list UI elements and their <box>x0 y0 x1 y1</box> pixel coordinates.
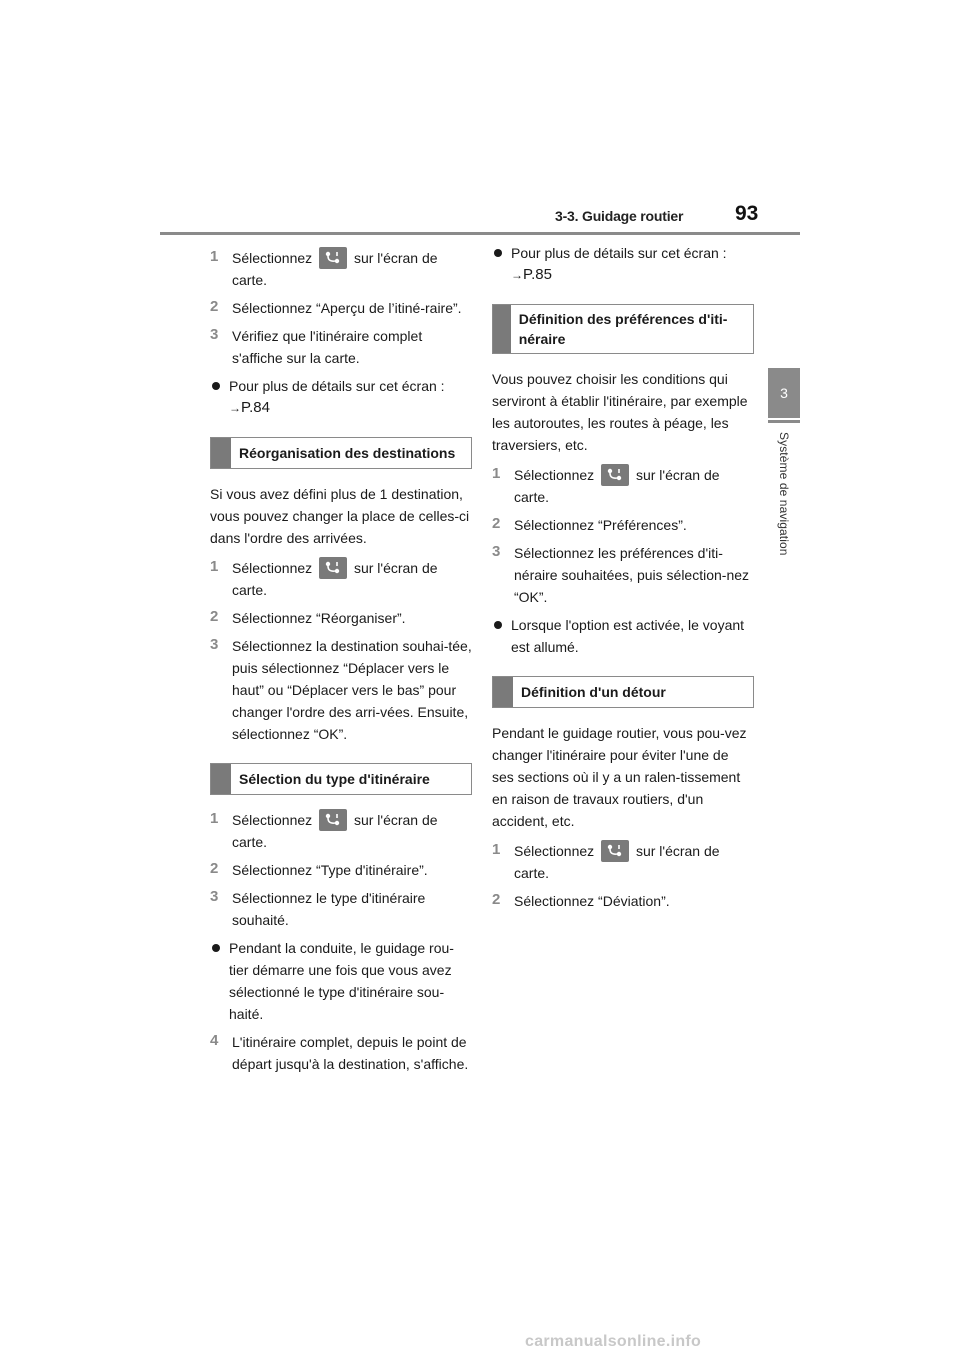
step-item: 1 Sélectionnez sur l'écran de carte. <box>210 810 438 850</box>
step-item: 3 Sélectionnez le type d'itinéraire souhaité. <box>210 888 426 928</box>
section-heading: Réorganisation des destinations <box>210 437 472 469</box>
section-heading-bar <box>493 305 511 353</box>
step-item: 3 Vérifiez que l'itinéraire complet s'affiche sur la carte. <box>210 326 423 366</box>
route-menu-icon <box>319 809 347 831</box>
step-number: 2 <box>210 608 219 625</box>
chapter-number: 3 <box>780 385 788 401</box>
chapter-tab <box>768 368 800 418</box>
section-heading: Définition d'un détour <box>492 676 754 708</box>
step-number: 2 <box>492 891 501 908</box>
bullet-dot <box>494 621 502 629</box>
step-item: 1 Sélectionnez sur l'écran de carte. <box>210 248 438 288</box>
section-title: 3-3. Guidage routier <box>555 208 684 224</box>
left-column <box>210 247 472 1081</box>
bullet-item: Pour plus de détails sur cet écran : →P.84 <box>210 375 472 419</box>
bullet-item: Pendant la conduite, le guidage rou-tier démarre une fois que vous avez sélectionné le type d'itinéraire sou-haité. <box>210 937 472 1025</box>
step-item: 4 L'itinéraire complet, depuis le point de départ jusqu'à la destination, s'affiche. <box>210 1032 469 1072</box>
bullet-dot <box>212 382 220 390</box>
page-number: 93 <box>735 202 759 225</box>
step-number: 1 <box>210 558 219 575</box>
step-item: 2 Sélectionnez “Aperçu de l’itiné-raire”. <box>210 298 462 316</box>
step-number: 3 <box>210 326 219 343</box>
chapter-tab-rule <box>768 420 800 423</box>
route-menu-icon <box>319 247 347 269</box>
step-number: 3 <box>492 543 501 560</box>
bullet-dot <box>212 944 220 952</box>
step-item: 2 Sélectionnez “Préférences”. <box>492 515 687 533</box>
step-number: 2 <box>210 860 219 877</box>
bullet-dot <box>494 249 502 257</box>
right-column <box>492 242 754 918</box>
paragraph: Vous pouvez choisir les conditions qui serviront à établir l'itinéraire, par exemple les autoroutes, les routes à péage, les traversiers, etc. <box>492 371 748 453</box>
step-number: 1 <box>210 810 219 827</box>
step-item: 3 Sélectionnez la destination souhai-tée, puis sélectionnez “Déplacer vers le haut” ou “Déplacer vers le bas” pour changer l'ordre des arri-vées. Ensuite, sélectionnez “OK”. <box>210 636 472 742</box>
header-rule <box>160 232 800 235</box>
section-heading: Définition des préférences d'iti-néraire <box>492 304 754 354</box>
step-number: 1 <box>492 841 501 858</box>
step-number: 2 <box>492 515 501 532</box>
section-heading-bar <box>211 764 231 794</box>
page-reference[interactable]: →P.85 <box>511 266 552 283</box>
step-number: 1 <box>492 465 501 482</box>
step-number: 1 <box>210 248 219 265</box>
step-item: 3 Sélectionnez les préférences d'iti-néraire souhaitées, puis sélection-nez “OK”. <box>492 543 750 605</box>
route-menu-icon <box>319 557 347 579</box>
paragraph: Pendant le guidage routier, vous pou-vez changer l'itinéraire pour éviter l'une de ses sections où il y a un ralen-tissement en raison de travaux routiers, d'un accident, etc. <box>492 725 747 829</box>
section-heading-bar <box>493 677 513 707</box>
chapter-label: Système de navigation <box>777 432 791 556</box>
step-item: 2 Sélectionnez “Déviation”. <box>492 891 670 909</box>
watermark: carmanualsonline.info <box>525 1333 702 1350</box>
step-number: 3 <box>210 636 219 653</box>
bullet-item: Lorsque l'option est activée, le voyant est allumé. <box>492 614 754 658</box>
route-menu-icon <box>601 464 629 486</box>
step-item: 2 Sélectionnez “Réorganiser”. <box>210 608 406 626</box>
step-item: 1 Sélectionnez sur l'écran de carte. <box>492 465 720 505</box>
step-item: 1 Sélectionnez sur l'écran de carte. <box>210 558 438 598</box>
section-heading-bar <box>211 438 231 468</box>
step-number: 3 <box>210 888 219 905</box>
bullet-item: Pour plus de détails sur cet écran : →P.85 <box>492 242 754 286</box>
step-number: 4 <box>210 1032 219 1049</box>
section-heading: Sélection du type d'itinéraire <box>210 763 472 795</box>
step-item: 1 Sélectionnez sur l'écran de carte. <box>492 841 720 881</box>
step-item: 2 Sélectionnez “Type d'itinéraire”. <box>210 860 428 878</box>
page-reference[interactable]: →P.84 <box>229 399 270 416</box>
route-menu-icon <box>601 840 629 862</box>
step-number: 2 <box>210 298 219 315</box>
paragraph: Si vous avez défini plus de 1 destination, vous pouvez changer la place de celles-ci dans l'ordre des arrivées. <box>210 486 470 546</box>
